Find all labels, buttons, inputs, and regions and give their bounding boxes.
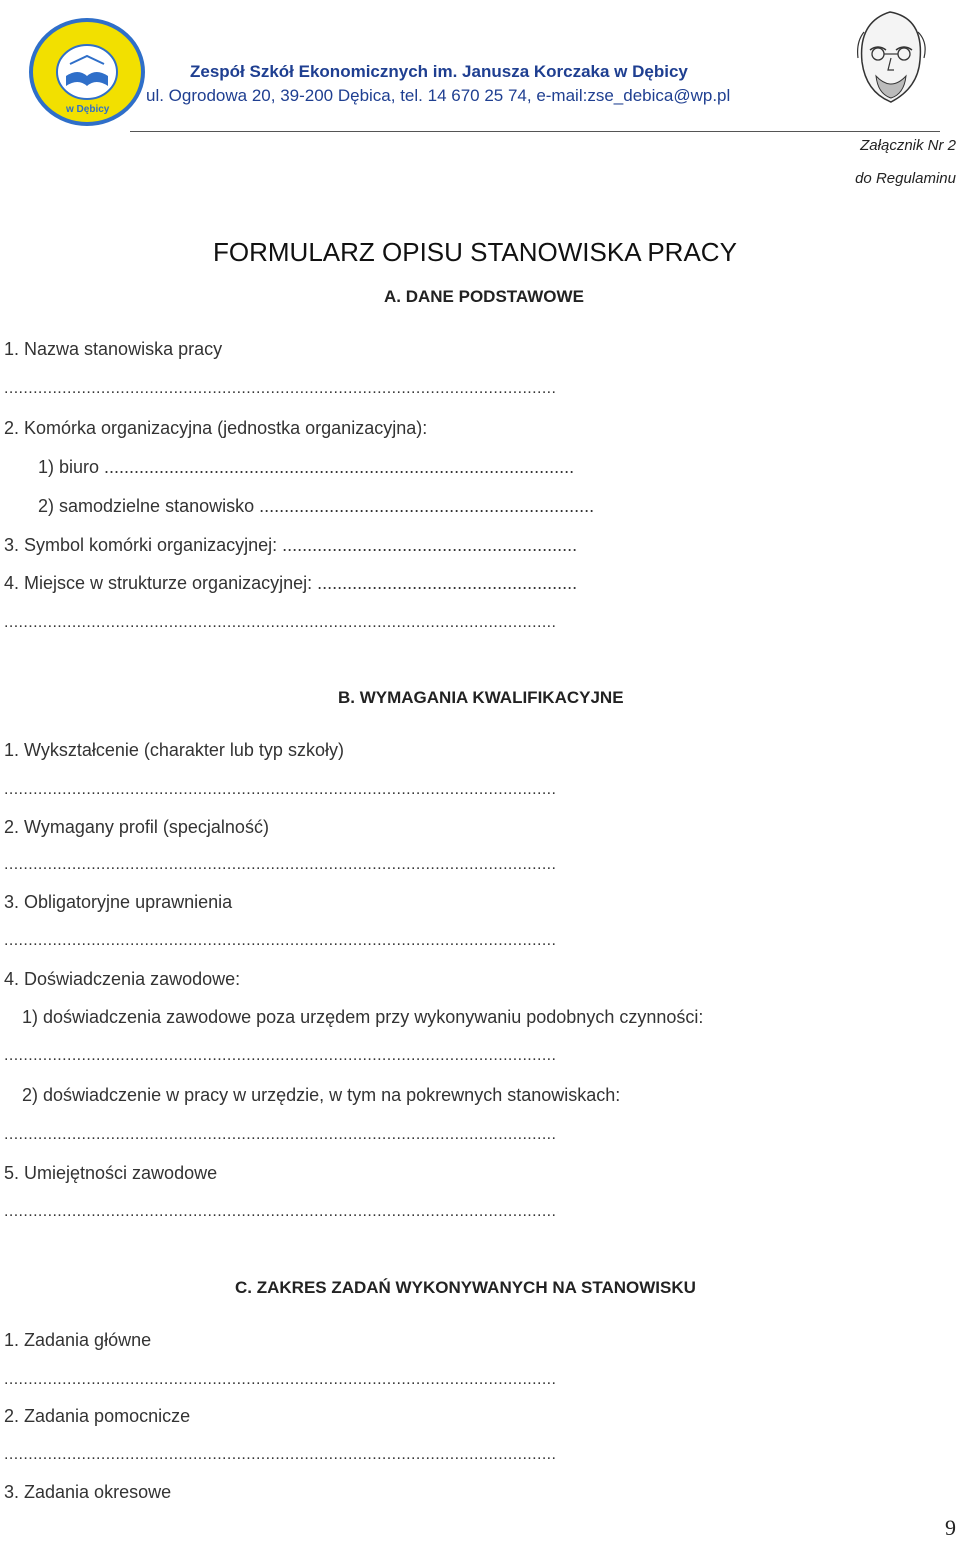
section-a-item-2: 2. Komórka organizacyjna (jednostka organizacyjna): — [4, 418, 428, 438]
section-c-item-1: 1. Zadania główne — [4, 1330, 152, 1350]
section-a-item-2-1: 1) biuro .............................................................................................. — [38, 457, 575, 477]
school-logo — [28, 16, 146, 128]
header-divider — [130, 131, 940, 132]
section-c-item-3: 3. Zadania okresowe — [4, 1482, 172, 1502]
section-b-item-1: 1. Wykształcenie (charakter lub typ szkoły) — [4, 740, 344, 760]
section-b-heading: B. WYMAGANIA KWALIFIKACYJNE — [338, 688, 624, 707]
section-a-item-3: 3. Symbol komórki organizacyjnej: ........................................................... — [4, 535, 578, 555]
section-a-item-2-2: 2) samodzielne stanowisko ................................................................... — [38, 496, 595, 516]
section-b-item-2: 2. Wymagany profil (specjalność) — [4, 817, 269, 837]
school-name: Zespół Szkół Ekonomicznych im. Janusza Korczaka w Dębicy — [190, 62, 688, 81]
section-c-item-2-dots: .................................................................................................................. — [4, 1446, 557, 1463]
section-b-item-1-dots: .................................................................................................................. — [4, 781, 557, 798]
section-b-item-5: 5. Umiejętności zawodowe — [4, 1163, 218, 1183]
attachment-regulation: do Regulaminu — [855, 170, 956, 187]
page-number: 9 — [945, 1515, 956, 1540]
section-b-item-5-dots: .................................................................................................................. — [4, 1203, 557, 1220]
section-a-heading: A. DANE PODSTAWOWE — [384, 287, 584, 306]
section-b-item-4-1-dots: .................................................................................................................. — [4, 1047, 557, 1064]
form-title: FORMULARZ OPISU STANOWISKA PRACY — [213, 237, 737, 267]
section-b-item-3-dots: .................................................................................................................. — [4, 932, 557, 949]
logo-subtext: w Dębicy — [66, 104, 110, 115]
school-address: ul. Ogrodowa 20, 39-200 Dębica, tel. 14 670 25 74, e-mail:zse_debica@wp.pl — [146, 86, 731, 105]
korczak-portrait — [848, 2, 934, 112]
section-b-item-2-dots: .................................................................................................................. — [4, 856, 557, 873]
section-b-item-3: 3. Obligatoryjne uprawnienia — [4, 892, 233, 912]
attachment-number: Załącznik Nr 2 — [860, 137, 956, 154]
section-a-item-4-dots: .................................................................................................................. — [4, 614, 557, 631]
section-c-heading: C. ZAKRES ZADAŃ WYKONYWANYCH NA STANOWISKU — [235, 1278, 696, 1297]
section-b-item-4: 4. Doświadczenia zawodowe: — [4, 969, 241, 989]
section-a-item-1: 1. Nazwa stanowiska pracy — [4, 339, 223, 359]
section-c-item-1-dots: .................................................................................................................. — [4, 1371, 557, 1388]
section-a-item-1-dots: .................................................................................................................. — [4, 380, 557, 397]
section-b-item-4-2: 2) doświadczenie w pracy w urzędzie, w tym na pokrewnych stanowiskach: — [22, 1085, 621, 1105]
section-b-item-4-2-dots: .................................................................................................................. — [4, 1126, 557, 1143]
section-a-item-4: 4. Miejsce w strukturze organizacyjnej: .................................................... — [4, 573, 578, 593]
section-c-item-2: 2. Zadania pomocnicze — [4, 1406, 191, 1426]
section-b-item-4-1: 1) doświadczenia zawodowe poza urzędem przy wykonywaniu podobnych czynności: — [22, 1007, 704, 1027]
